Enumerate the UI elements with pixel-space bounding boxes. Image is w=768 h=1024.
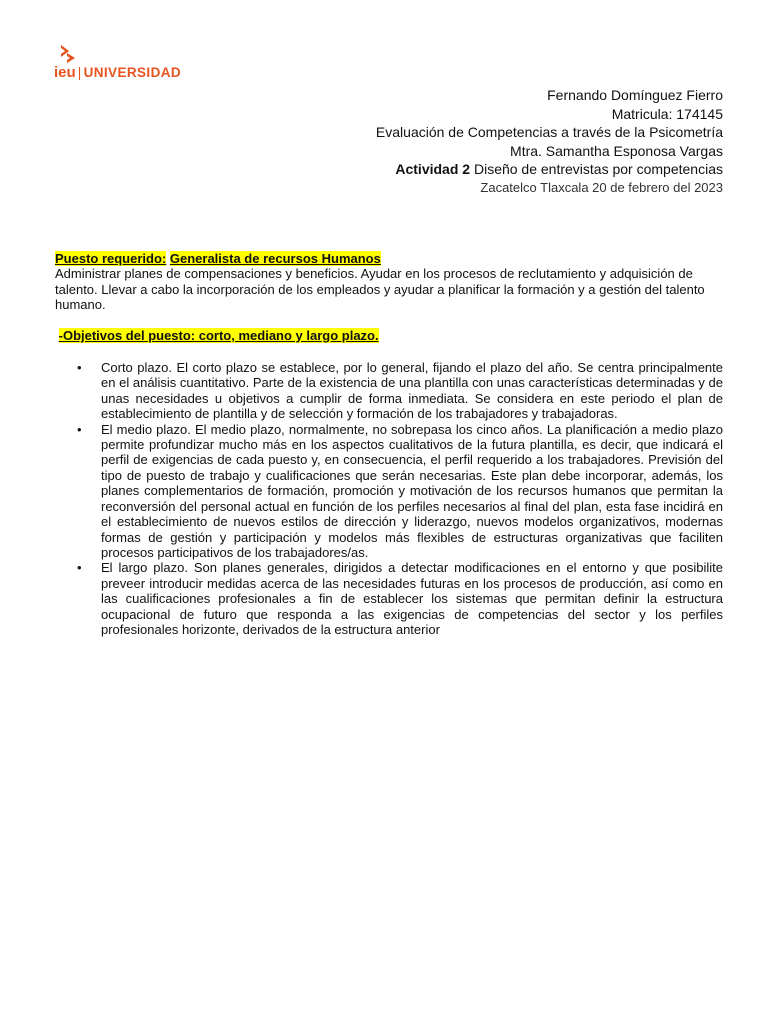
teacher-name: Mtra. Samantha Esponosa Vargas: [510, 142, 723, 159]
document-header: [376, 86, 723, 198]
activity-title: Diseño de entrevistas por competencias: [470, 161, 723, 178]
list-item: • Corto plazo. El corto plazo se establece, por lo general, fijando el plazo del año. Se centra principalmente en el análisis cuantitativo. Parte de la existencia de una plantilla con unas características determinadas y de unas necesidades u objetivos a cumplir de forma inmediata. Se considera en este periodo el plan de establecimiento de plantilla y de selección y formación de los trabajadores y trabajadoras.: [101, 360, 723, 422]
job-description: Administrar planes de compensaciones y beneficios. Ayudar en los procesos de reclutamiento y adquisición de talento. Llevar a cabo la incorporación de los empleados y ayudar a planificar la formación y a gestión del talento humano.: [55, 266, 705, 313]
student-id: Matricula: 174145: [611, 105, 723, 122]
job-label: Puesto requerido:: [55, 251, 167, 266]
logo-separator: |: [77, 65, 82, 80]
list-item: • El medio plazo. El medio plazo, normalmente, no sobrepasa los cinco años. La planificación a medio plazo permite profundizar mucho más en los aspectos cualitativos de la futura plantilla, es decir, que indicará el perfil de exigencias de cada puesto y, en consecuencia, el perfil requerido a los trabajadores. Previsión del tipo de puesto de trabajo y cualificaciones que serán necesarias. Este plan debe incorporar, además, los planes complementarios de formación, promoción y motivación de los recursos humanos que permitan la reconversión del personal actual en función de los perfiles necesarios al final del plan, esta fase incidirá en el establecimiento de nuevos estilos de dirección y liderazgo, nuevos modelos organizativos, modernas formas de gestión y participación y modelos más flexibles de estructuras organizativas que faciliten procesos participativos de los trabajadores/as.: [101, 422, 723, 561]
objectives-list: [55, 360, 723, 637]
objectives-heading-line: [55, 328, 723, 343]
place-date: Zacatelco Tlaxcala 20 de febrero del 2023: [480, 179, 723, 195]
job-title: Generalista de recursos Humanos: [169, 251, 381, 266]
objectives-heading: -Objetivos del puesto: corto, mediano y largo plazo.: [58, 327, 379, 343]
activity-line: [376, 160, 723, 179]
logo-name: UNIVERSIDAD: [83, 65, 182, 80]
logo-wordmark: [54, 64, 181, 81]
document-body: [55, 251, 723, 637]
logo-prefix: ieu: [54, 64, 76, 81]
ieu-universidad-logo: [54, 44, 204, 82]
arrow-logo-icon: [58, 44, 78, 64]
job-heading: [55, 251, 723, 266]
activity-number: Actividad 2: [395, 161, 471, 178]
list-item: • El largo plazo. Son planes generales, dirigidos a detectar modificaciones en el entorno y que posibilite preveer introducir medidas acerca de las necesidades futuras en los procesos de producción, así como en las cualificaciones profesionales a fin de establecer los sistemas que permitan definir la estructura ocupacional de futuro que responda a las exigencias de competencias del sector y los perfiles profesionales horizonte, derivados de la estructura anterior: [101, 560, 723, 637]
author-name: Fernando Domínguez Fierro: [547, 87, 723, 103]
course-name: Evaluación de Competencias a través de la Psicometría: [375, 124, 723, 141]
